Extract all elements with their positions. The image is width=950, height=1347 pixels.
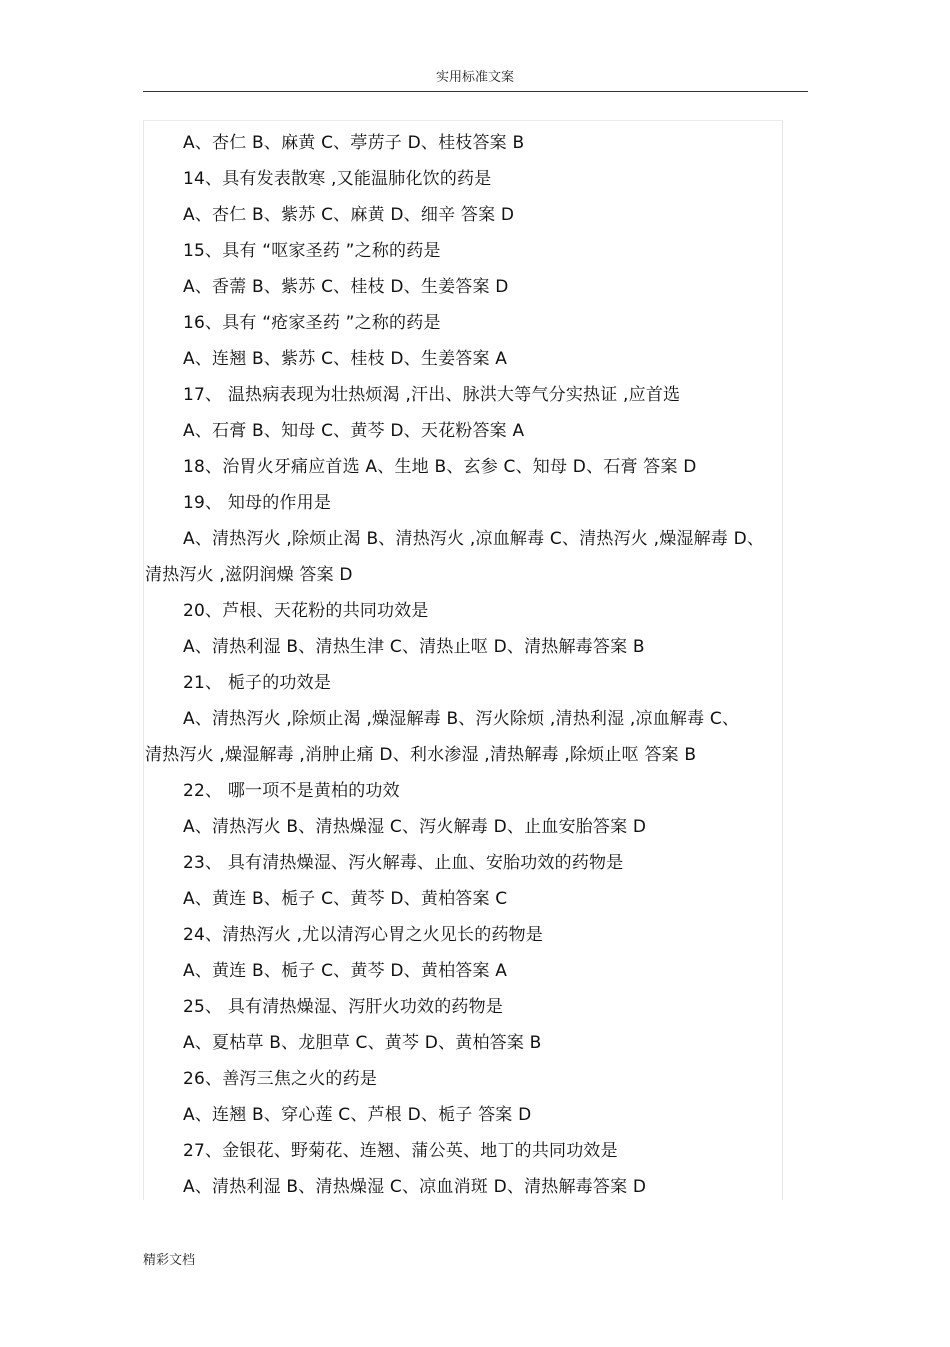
page-header: 实用标准文案 (435, 70, 514, 85)
text-line: 17、 温热病表现为壮热烦渴 ,汗出、脉洪大等气分实热证 ,应首选 (183, 385, 681, 405)
text-line: A、杏仁 B、麻黄 C、葶苈子 D、桂枝答案 B (183, 133, 525, 153)
text-line: 18、治胃火牙痛应首选 A、生地 B、玄参 C、知母 D、石膏 答案 D (183, 457, 697, 477)
text-line: A、清热泻火 B、清热燥湿 C、泻火解毒 D、止血安胎答案 D (183, 817, 647, 837)
text-line: A、清热利湿 B、清热生津 C、清热止呕 D、清热解毒答案 B (183, 637, 645, 657)
text-line: A、香薷 B、紫苏 C、桂枝 D、生姜答案 D (183, 277, 509, 297)
text-line: A、清热泻火 ,除烦止渴 B、清热泻火 ,凉血解毒 C、清热泻火 ,燥湿解毒 D、 (183, 529, 765, 549)
text-line: 21、 栀子的功效是 (183, 673, 332, 693)
text-line: 27、金银花、野菊花、连翘、蒲公英、地丁的共同功效是 (183, 1141, 618, 1161)
text-line: A、黄连 B、栀子 C、黄芩 D、黄柏答案 A (183, 961, 508, 981)
text-line: 22、 哪一项不是黄柏的功效 (183, 781, 400, 801)
header-divider (143, 91, 808, 92)
text-line: 15、具有 “呕家圣药 ”之称的药是 (183, 241, 441, 261)
text-line: 26、善泻三焦之火的药是 (183, 1069, 378, 1089)
document-body (145, 125, 805, 1205)
text-line: A、清热泻火 ,除烦止渴 ,燥湿解毒 B、泻火除烦 ,清热利湿 ,凉血解毒 C、 (183, 709, 740, 729)
text-line: 20、芦根、天花粉的共同功效是 (183, 601, 429, 621)
text-line: A、夏枯草 B、龙胆草 C、黄芩 D、黄柏答案 B (183, 1033, 542, 1053)
text-line: A、石膏 B、知母 C、黄芩 D、天花粉答案 A (183, 421, 525, 441)
text-line: 清热泻火 ,燥湿解毒 ,消肿止痛 D、利水渗湿 ,清热解毒 ,除烦止呕 答案 B (145, 745, 697, 765)
text-line: A、连翘 B、紫苏 C、桂枝 D、生姜答案 A (183, 349, 508, 369)
page-footer: 精彩文档 (143, 1253, 196, 1268)
text-line: 16、具有 “疮家圣药 ”之称的药是 (183, 313, 441, 333)
text-line: 14、具有发表散寒 ,又能温肺化饮的药是 (183, 169, 492, 189)
text-line: A、清热利湿 B、清热燥湿 C、凉血消斑 D、清热解毒答案 D (183, 1177, 647, 1197)
text-line: A、杏仁 B、紫苏 C、麻黄 D、细辛 答案 D (183, 205, 515, 225)
text-line: 19、 知母的作用是 (183, 493, 332, 513)
text-line: 23、 具有清热燥湿、泻火解毒、止血、安胎功效的药物是 (183, 853, 624, 873)
text-line: 清热泻火 ,滋阴润燥 答案 D (145, 565, 353, 585)
text-line: A、黄连 B、栀子 C、黄芩 D、黄柏答案 C (183, 889, 508, 909)
text-line: 24、清热泻火 ,尤以清泻心胃之火见长的药物是 (183, 925, 544, 945)
text-line: A、连翘 B、穿心莲 C、芦根 D、栀子 答案 D (183, 1105, 532, 1125)
text-line: 25、 具有清热燥湿、泻肝火功效的药物是 (183, 997, 504, 1017)
